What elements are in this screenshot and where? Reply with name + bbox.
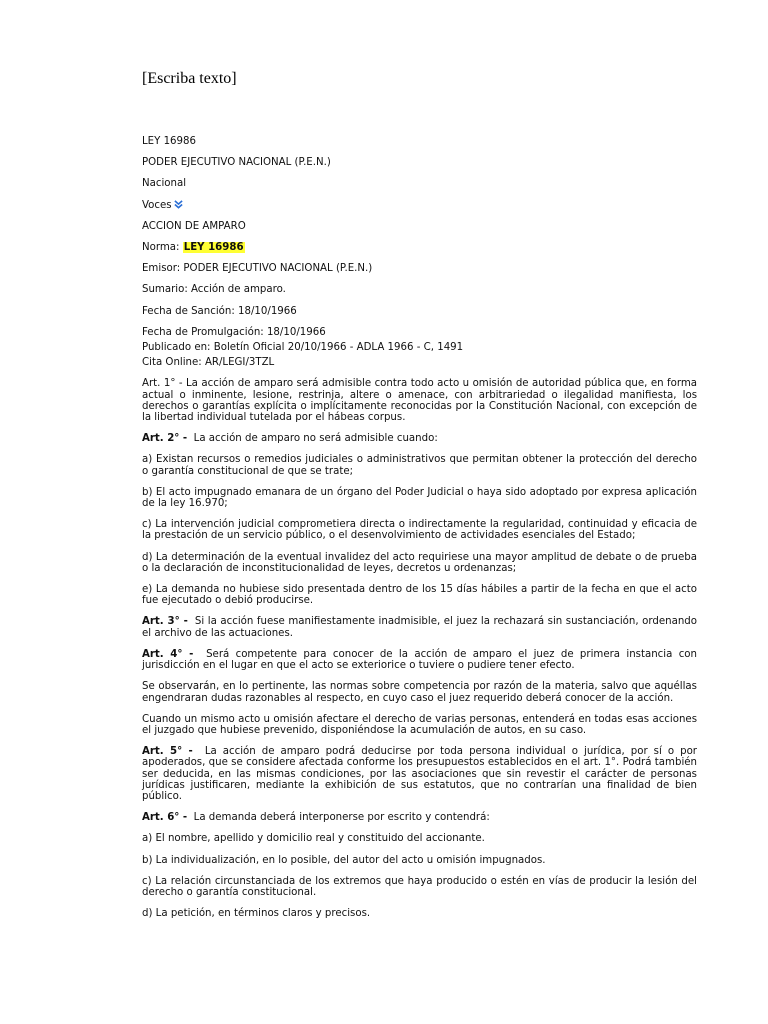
article-2-text: La acción de amparo no será admisible cuando: xyxy=(193,433,438,445)
article-2-item-a: a) Existan recursos o remedios judiciales o administrativos que permitan obtener la protección del derecho o garantía constitucional de que se trate; xyxy=(142,454,697,477)
sumario: Sumario: Acción de amparo. xyxy=(142,284,286,296)
article-6-text: La demanda deberá interponerse por escrito y contendrá: xyxy=(193,812,490,824)
article-2-item-e: e) La demanda no hubiese sido presentada dentro de los 15 días hábiles a partir de la fecha en que el acto fue ejecutado o debió producirse. xyxy=(142,584,697,607)
article-2-item-c: c) La intervención judicial comprometiera directa o indirectamente la regularidad, continuidad y eficacia de la prestación de un servicio público, o el desenvolvimiento de actividades esenciales del Estado; xyxy=(142,519,697,542)
cita-online: Cita Online: AR/LEGI/3TZL xyxy=(142,357,275,369)
article-4 xyxy=(142,649,697,671)
fecha-sancion: Fecha de Sanción: 18/10/1966 xyxy=(142,305,297,317)
voces-label: Voces xyxy=(142,199,172,211)
voces-row[interactable] xyxy=(142,200,702,211)
article-4-text: Será competente para conocer de la acción de amparo el juez de primera instancia con jurisdicción en el lugar en que el acto se exteriorice o tuviere o pudiere tener efecto. xyxy=(142,648,697,672)
article-6-item-b: b) La individualización, en lo posible, del autor del acto u omisión impugnados. xyxy=(142,854,546,866)
law-number: LEY 16986 xyxy=(142,136,196,147)
voz-term: ACCION DE AMPARO xyxy=(142,220,246,232)
article-6-label: Art. 6° - xyxy=(142,812,188,824)
article-6-item-a: a) El nombre, apellido y domicilio real y constituido del accionante. xyxy=(142,833,485,845)
article-4-paragraph-2: Se observarán, en lo pertinente, las normas sobre competencia por razón de la materia, salvo que aquéllas engendraran dudas razonables al respecto, en cuyo caso el juez requerido deberá conocer de la acción. xyxy=(142,681,697,704)
article-2-item-d: d) La determinación de la eventual invalidez del acto requiriese una mayor amplitud de debate o de prueba o la declaración de inconstitucionalidad de leyes, decretos u ordenanzas; xyxy=(142,551,697,574)
article-6-item-d: d) La petición, en términos claros y precisos. xyxy=(142,908,371,920)
article-6-item-c: c) La relación circunstanciada de los extremos que haya producido o estén en vías de producir la lesión del derecho o garantía constitucional. xyxy=(142,875,697,898)
publicado-en: Publicado en: Boletín Oficial 20/10/1966 - ADLA 1966 - C, 1491 xyxy=(142,342,464,354)
article-2 xyxy=(142,433,697,444)
norma-highlight: LEY 16986 xyxy=(183,242,244,254)
article-3-text: Si la acción fuese manifiestamente inadmisible, el juez la rechazará sin sustanciación, ordenando el archivo de las actuaciones. xyxy=(142,616,697,639)
article-5 xyxy=(142,746,697,802)
article-6 xyxy=(142,812,697,823)
article-5-text: La acción de amparo podrá deducirse por toda persona individual o jurídica, por sí o por apoderados, que se considere afectada conforme los presupuestos establecidos en el art. 1°. Podrá también ser deducida, en las mismas condiciones, por las asociaciones que sin revestir el carácter de personas jurídicas justificaren, mediante la exhibición de sus estatutos, que no contrarían una finalidad de bien público. xyxy=(142,746,697,802)
emisor: Emisor: PODER EJECUTIVO NACIONAL (P.E.N.) xyxy=(142,263,373,275)
article-4-paragraph-3: Cuando un mismo acto u omisión afectare el derecho de varias personas, entenderá en todas esas acciones el juzgado que hubiese prevenido, disponiéndose la acumulación de autos, en su caso. xyxy=(142,713,697,736)
article-4-label: Art. 4° - xyxy=(142,648,194,660)
header-placeholder-text: [Escriba texto] xyxy=(142,70,237,87)
issuing-power: PODER EJECUTIVO NACIONAL (P.E.N.) xyxy=(142,157,331,169)
article-3-label: Art. 3° - xyxy=(142,616,188,628)
article-5-label: Art. 5° - xyxy=(142,746,193,758)
fecha-promulgacion: Fecha de Promulgación: 18/10/1966 xyxy=(142,326,326,338)
article-1: Art. 1° - La acción de amparo será admisible contra todo acto u omisión de autoridad pública que, en forma actual o inminente, lesione, restrinja, altere o amenace, con arbitrariedad o ilegalidad manifiesta, los derechos o garantías explícita o implícitamente reconocidas por la Constitución Nacional, con excepción de la libertad individual tutelada por el hábeas corpus. xyxy=(142,378,697,424)
double-chevron-down-icon[interactable] xyxy=(174,200,183,209)
article-2-item-b: b) El acto impugnado emanara de un órgano del Poder Judicial o haya sido adoptado por expresa aplicación de la ley 16.970; xyxy=(142,486,697,510)
law-content xyxy=(142,136,702,919)
norma-label: Norma: xyxy=(142,242,180,254)
article-2-label: Art. 2° - xyxy=(142,433,188,445)
article-3 xyxy=(142,616,697,638)
norma-row xyxy=(142,242,702,253)
scope: Nacional xyxy=(142,178,187,190)
